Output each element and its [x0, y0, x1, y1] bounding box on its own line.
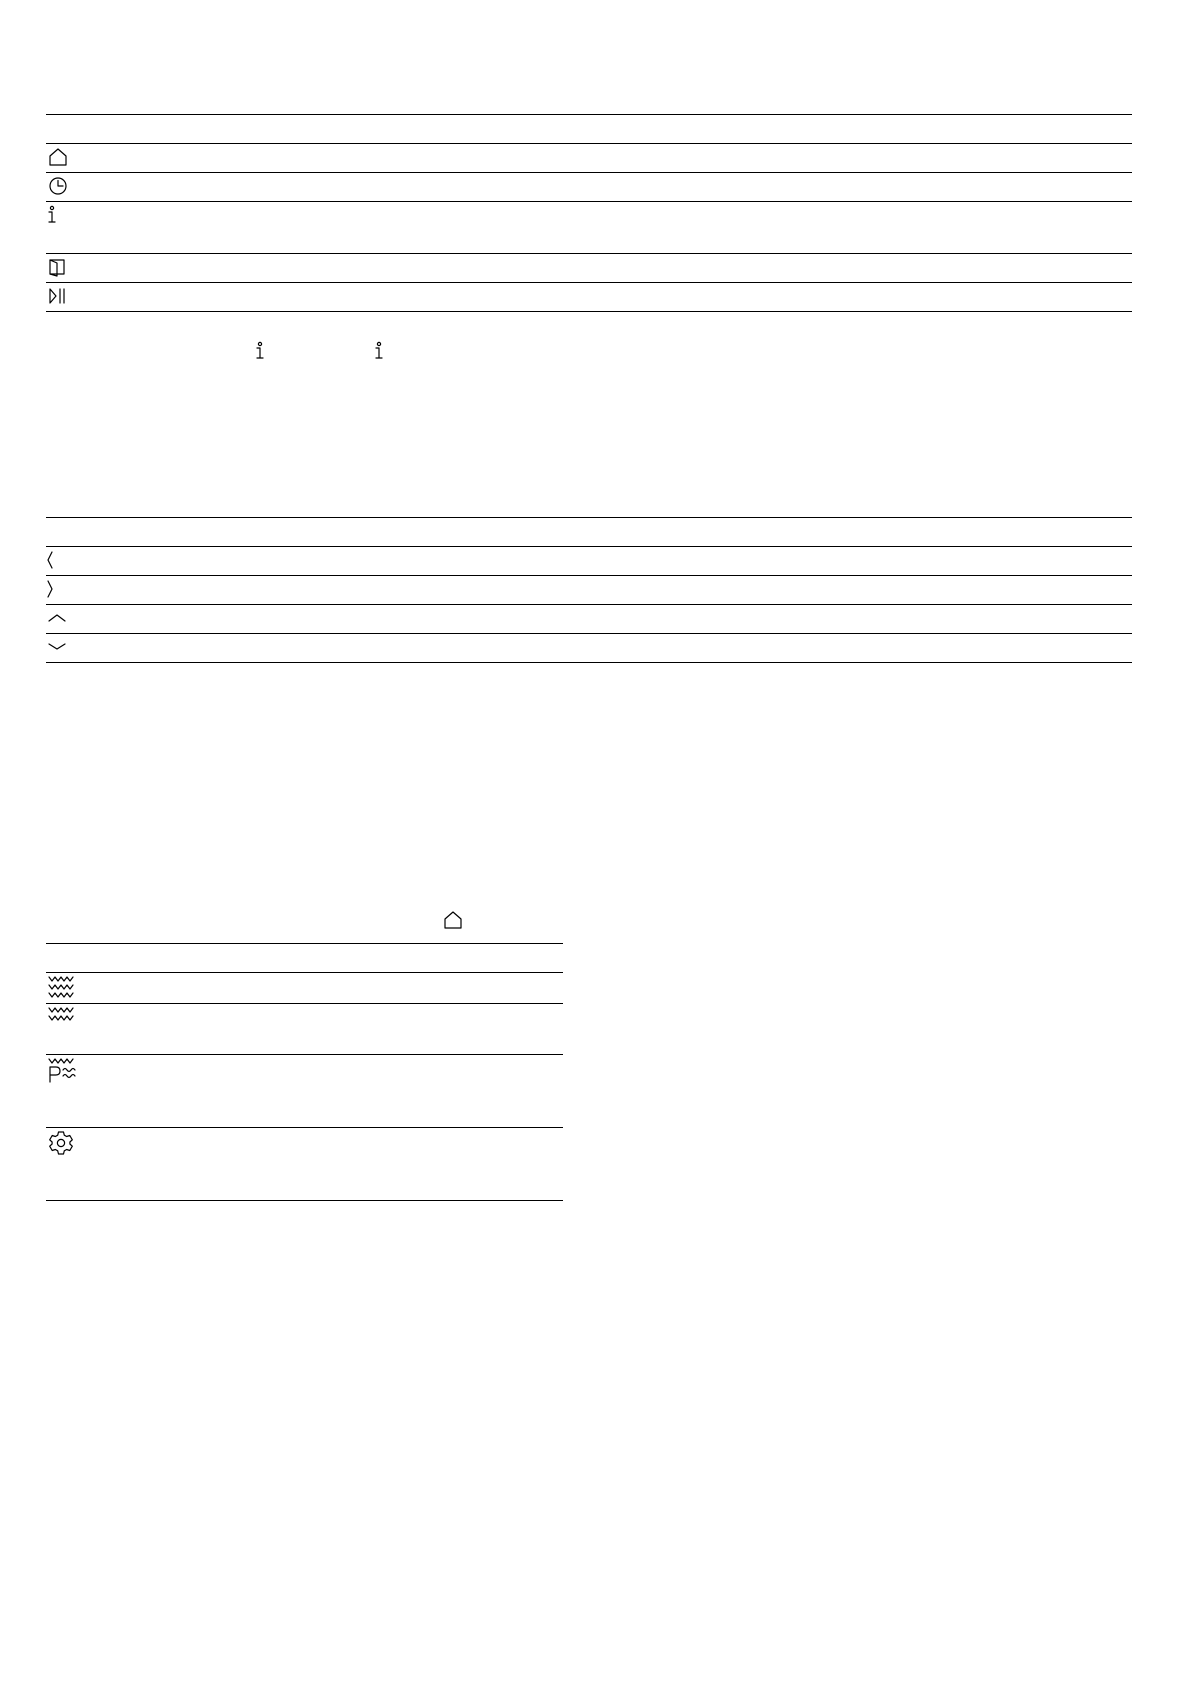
- settings-gear-icon: [47, 1129, 75, 1157]
- table-rule: [46, 662, 1132, 663]
- table-rule: [46, 201, 1132, 202]
- clock-icon: [46, 174, 70, 198]
- programmes-icon: [47, 1056, 77, 1084]
- table-rule: [46, 143, 1132, 144]
- info-icon: [44, 203, 68, 227]
- chevron-right-icon: [42, 577, 66, 601]
- table-rule: [46, 575, 1132, 576]
- table-rule: [46, 1054, 563, 1055]
- table-rule: [46, 1003, 563, 1004]
- table-rule: [46, 253, 1132, 254]
- door-icon: [46, 255, 70, 279]
- info-icon: [371, 339, 395, 363]
- table-rule: [46, 1127, 563, 1128]
- table-rule: [46, 633, 1132, 634]
- table-rule: [46, 282, 1132, 283]
- chevron-left-icon: [42, 548, 66, 572]
- table-rule: [46, 517, 1132, 518]
- chevron-up-icon: [46, 606, 70, 630]
- table-rule: [46, 114, 1132, 115]
- chevron-down-icon: [46, 635, 70, 659]
- start-pause-icon: [46, 284, 70, 308]
- table-rule: [46, 172, 1132, 173]
- table-rule: [46, 1200, 563, 1201]
- table-rule: [46, 972, 563, 973]
- home-icon: [441, 908, 465, 932]
- info-icon: [252, 339, 276, 363]
- table-rule: [46, 546, 1132, 547]
- table-rule: [46, 604, 1132, 605]
- microwave-icon: [47, 1005, 77, 1025]
- table-rule: [46, 311, 1132, 312]
- table-rule: [46, 943, 563, 944]
- home-icon: [46, 145, 70, 169]
- operating-modes-icon: [47, 974, 77, 1002]
